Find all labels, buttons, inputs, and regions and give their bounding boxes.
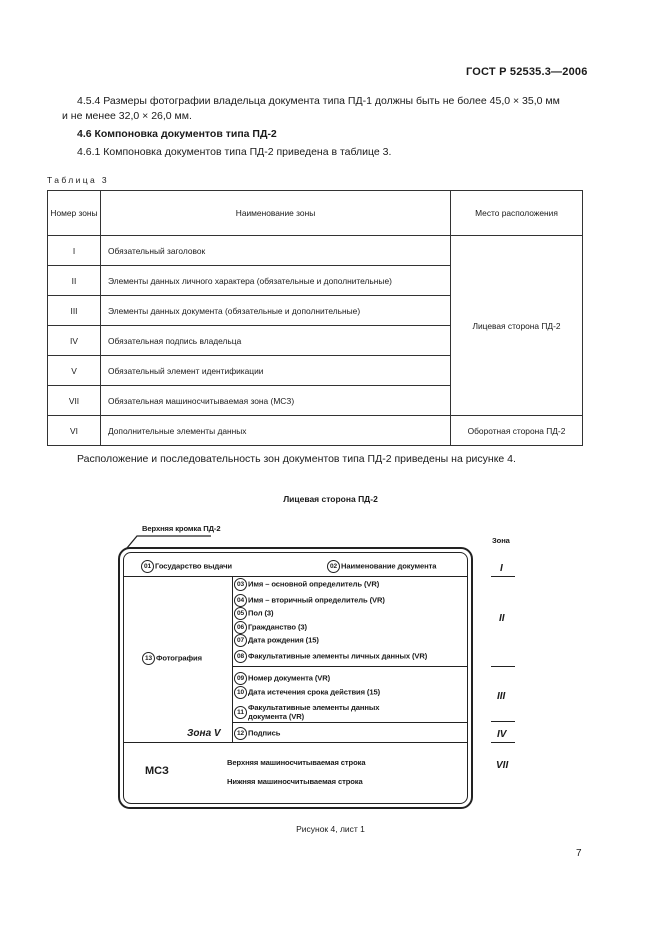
field-label-line-1: Факультативные элементы данных	[248, 703, 380, 712]
zone-separator	[491, 742, 515, 743]
field-number-badge: 11	[234, 706, 247, 719]
field-primary-name	[234, 578, 379, 591]
field-number-badge: 10	[234, 686, 247, 699]
field-number-badge: 02	[327, 560, 340, 573]
page-number: 7	[576, 848, 582, 859]
field-signature	[234, 727, 280, 740]
field-number-badge: 05	[234, 607, 247, 620]
zone-marker-vii: VII	[496, 760, 509, 771]
field-label: Пол (3)	[248, 608, 274, 618]
paragraph-4-5-4-line-2: и не менее 32,0 × 26,0 мм.	[62, 110, 192, 122]
field-number-badge: 04	[234, 594, 247, 607]
mrz-label: МСЗ	[145, 765, 169, 777]
field-issuing-state	[141, 560, 232, 573]
top-edge-label: Верхняя кромка ПД-2	[142, 524, 221, 533]
field-optional-document-data	[234, 703, 379, 721]
location-cell-back: Оборотная сторона ПД-2	[451, 416, 583, 446]
field-sex	[234, 607, 273, 620]
field-document-number	[234, 672, 330, 685]
table-3	[47, 190, 583, 446]
field-label-line-2: документа (VR)	[248, 712, 305, 721]
zone-name-cell: Дополнительные элементы данных	[101, 416, 451, 446]
field-number-badge: 13	[142, 652, 155, 665]
field-number-badge: 12	[234, 727, 247, 740]
zone-marker-iv: IV	[497, 729, 507, 740]
divider-line	[232, 576, 233, 742]
zone-separator	[491, 576, 515, 577]
field-number-badge: 03	[234, 578, 247, 591]
table-row	[48, 236, 583, 266]
zone-name-cell: Обязательный заголовок	[101, 236, 451, 266]
field-label: Номер документа (VR)	[248, 673, 331, 683]
field-document-name	[327, 560, 436, 573]
divider-line	[232, 666, 468, 667]
field-label: Государство выдачи	[155, 561, 232, 571]
field-label: Фотография	[156, 653, 202, 663]
field-optional-personal-data	[234, 650, 427, 663]
field-secondary-name	[234, 594, 385, 607]
zone-number-cell: I	[48, 236, 101, 266]
zone-marker-i: I	[500, 563, 503, 574]
header-zone-number: Номер зоны	[48, 191, 101, 236]
zone-column-header: Зона	[492, 536, 510, 545]
zone-name-cell: Обязательный элемент идентификации	[101, 356, 451, 386]
zone-marker-iii: III	[497, 691, 506, 702]
zone-number-cell: VI	[48, 416, 101, 446]
zone-number-cell: III	[48, 296, 101, 326]
location-cell-front: Лицевая сторона ПД-2	[451, 236, 583, 416]
paragraph-4-5-4-line-1: 4.5.4 Размеры фотографии владельца документа типа ПД-1 должны быть не более 45,0 × 35,0 мм	[77, 95, 560, 107]
header-zone-name: Наименование зоны	[101, 191, 451, 236]
figure-caption: Рисунок 4, лист 1	[296, 824, 365, 834]
field-label: Подпись	[248, 728, 281, 738]
field-label: Факультативные элементы личных данных (VR)	[248, 651, 428, 661]
mrz-line-bottom: Нижняя машиносчитываемая строка	[227, 777, 363, 786]
field-label: Имя – вторичный определитель (VR)	[248, 595, 385, 605]
zone-name-cell: Элементы данных документа (обязательные и дополнительные)	[101, 296, 451, 326]
zone-number-cell: VII	[48, 386, 101, 416]
zone-separator	[491, 721, 515, 722]
zone-number-cell: II	[48, 266, 101, 296]
zone-name-cell: Элементы данных личного характера (обязательные и дополнительные)	[101, 266, 451, 296]
divider-line	[232, 722, 468, 723]
zone-marker-ii: II	[499, 613, 505, 624]
field-nationality	[234, 621, 307, 634]
paragraph-4-6-1: 4.6.1 Компоновка документов типа ПД-2 приведена в таблице 3.	[77, 146, 392, 158]
figure-title: Лицевая сторона ПД-2	[283, 494, 378, 504]
field-label: Наименование документа	[341, 561, 437, 571]
mrz-line-top: Верхняя машиносчитываемая строка	[227, 758, 366, 767]
field-number-badge: 09	[234, 672, 247, 685]
field-number-badge: 08	[234, 650, 247, 663]
field-number-badge: 01	[141, 560, 154, 573]
paragraph-figure-reference: Расположение и последовательность зон документов типа ПД-2 приведены на рисунке 4.	[77, 453, 516, 465]
zone-v-label: Зона V	[187, 728, 221, 739]
zone-name-cell: Обязательная подпись владельца	[101, 326, 451, 356]
divider-line	[123, 742, 468, 743]
section-heading-4-6: 4.6 Компоновка документов типа ПД-2	[77, 128, 277, 140]
field-expiry-date	[234, 686, 380, 699]
header-location: Место расположения	[451, 191, 583, 236]
field-label	[248, 703, 379, 721]
table-header-row	[48, 191, 583, 236]
field-date-of-birth	[234, 634, 319, 647]
divider-line	[123, 576, 468, 577]
field-label: Гражданство (3)	[248, 622, 307, 632]
field-label: Имя – основной определитель (VR)	[248, 579, 380, 589]
field-number-badge: 07	[234, 634, 247, 647]
field-label: Дата рождения (15)	[248, 635, 319, 645]
zone-number-cell: V	[48, 356, 101, 386]
field-label: Дата истечения срока действия (15)	[248, 687, 381, 697]
field-photograph	[142, 652, 202, 665]
table-row	[48, 416, 583, 446]
document-code: ГОСТ Р 52535.3—2006	[466, 66, 588, 78]
field-number-badge: 06	[234, 621, 247, 634]
zone-separator	[491, 666, 515, 667]
table-caption: Таблица 3	[47, 175, 110, 185]
zone-number-cell: IV	[48, 326, 101, 356]
zone-name-cell: Обязательная машиносчитываемая зона (МСЗ)	[101, 386, 451, 416]
